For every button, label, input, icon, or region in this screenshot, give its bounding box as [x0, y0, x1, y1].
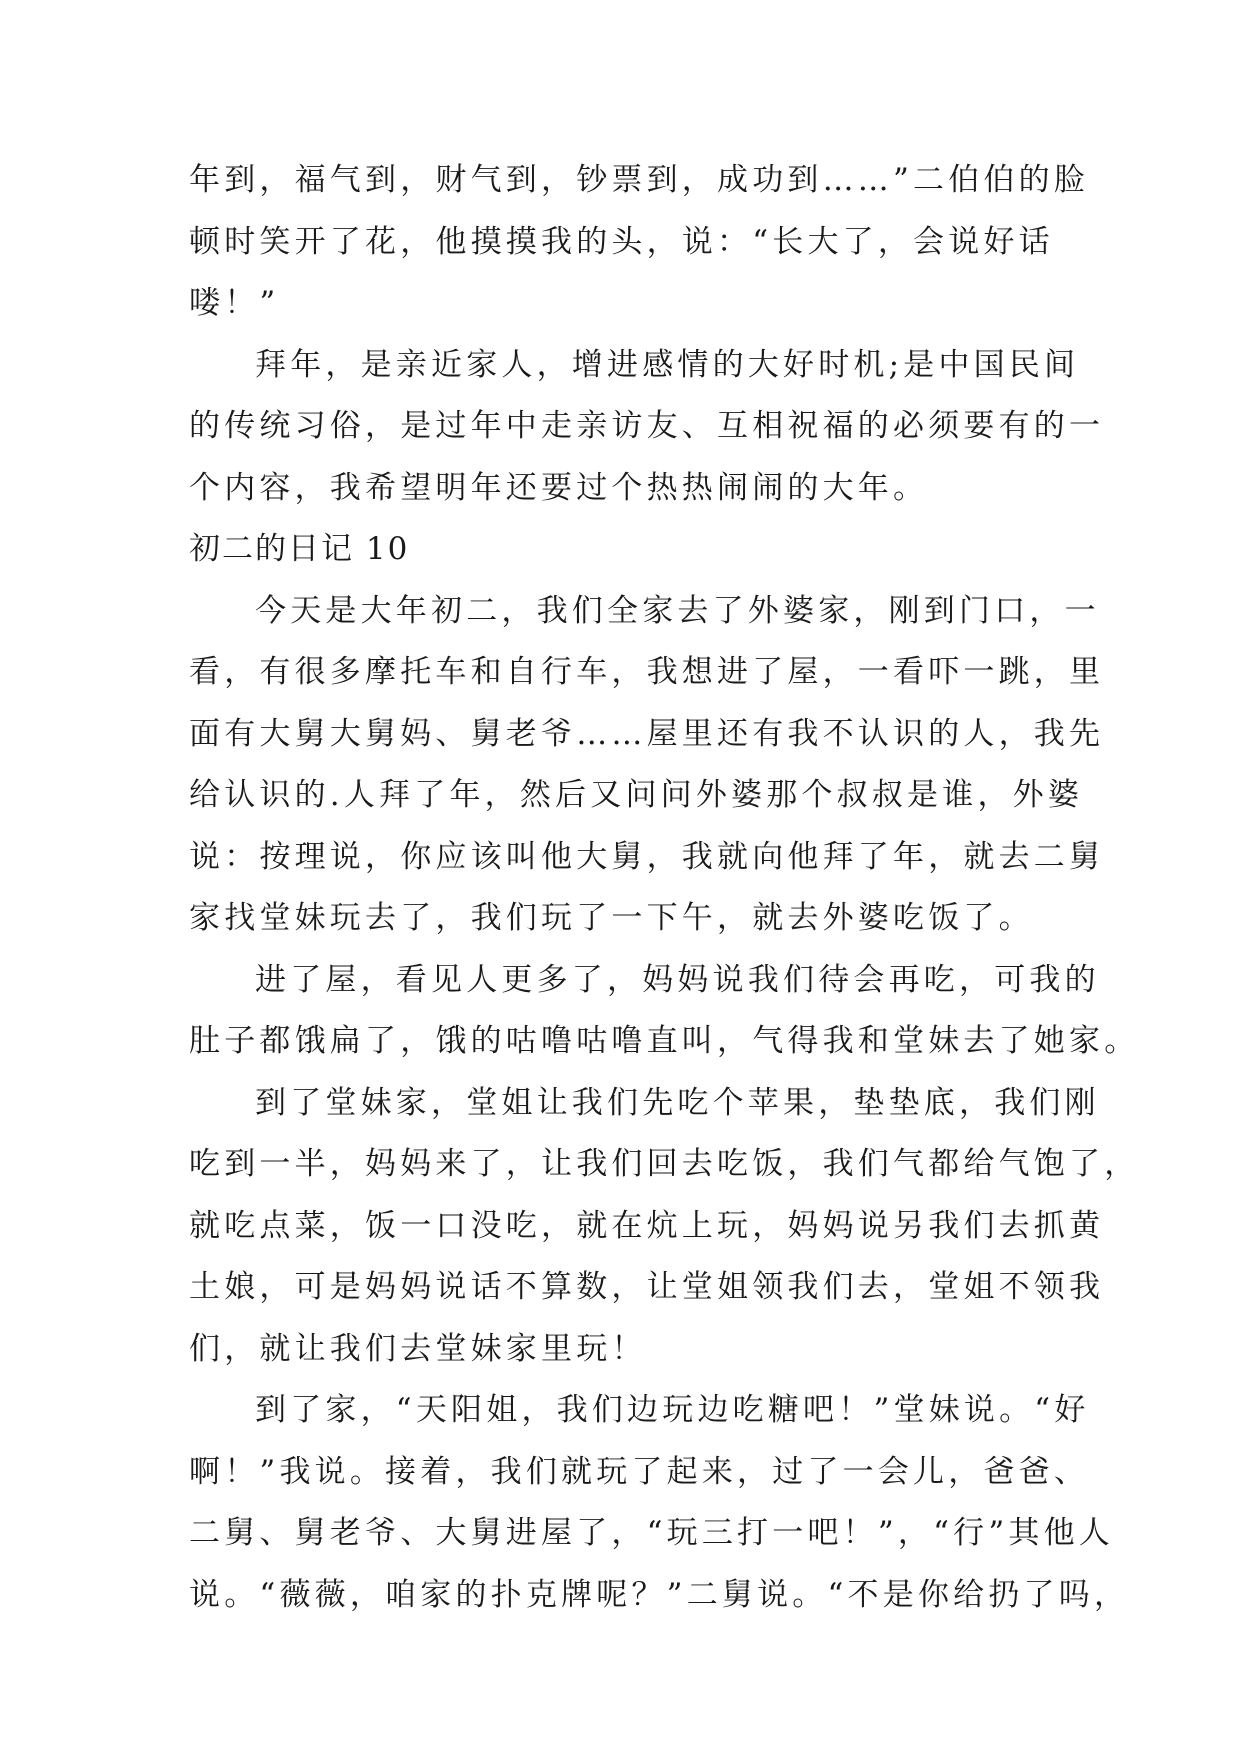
text-line: 啊！”我说。接着，我们就玩了起来，过了一会儿，爸爸、: [189, 1453, 1090, 1490]
text-line: 顿时笑开了花，他摸摸我的头，说：“长大了，会说好话: [189, 223, 1054, 260]
text-line: 喽！”: [189, 285, 280, 321]
text-line: 到了堂妹家，堂姐让我们先吃个苹果，垫垫底，我们刚: [255, 1084, 1100, 1121]
text-line: 就吃点菜，饭一口没吃，就在炕上玩，妈妈说另我们去抓黄: [189, 1207, 1105, 1244]
text-line: 个内容，我希望明年还要过个热热闹闹的大年。: [189, 469, 929, 506]
text-line: 年到，福气到，财气到，钞票到，成功到……”二伯伯的脸: [189, 162, 1090, 198]
text-line: 土娘，可是妈妈说话不算数，让堂姐领我们去，堂姐不领我: [189, 1269, 1105, 1305]
text-line: 看，有很多摩托车和自行车，我想进了屋，一看吓一跳，里: [189, 654, 1105, 690]
text-line: 到了家，“天阳姐，我们边玩边吃糖吧！”堂妹说。“好: [255, 1392, 1090, 1428]
text-line: 二舅、舅老爷、大舅进屋了，“玩三打一吧！”，“行”其他人: [189, 1515, 1114, 1551]
text-line: 说。“薇薇，咱家的扑克牌呢？”二舅说。“不是你给扔了吗，: [189, 1576, 1130, 1613]
text-line: 吃到一半，妈妈来了，让我们回去吃饭，我们气都给气饱了，: [189, 1146, 1140, 1182]
document-body: [189, 150, 1140, 1626]
text-line: 面有大舅大舅妈、舅老爷……屋里还有我不认识的人，我先: [189, 715, 1105, 752]
text-line: 进了屋，看见人更多了，妈妈说我们待会再吃，可我的: [255, 961, 1100, 998]
text-line: 肚子都饿扁了，饿的咕噜咕噜直叫，气得我和堂妹去了她家。: [189, 1023, 1140, 1059]
text-line: 家找堂妹玩去了，我们玩了一下午，就去外婆吃饭了。: [189, 900, 1034, 936]
text-line: 拜年，是亲近家人，增进感情的大好时机;是中国民间: [255, 346, 1080, 383]
text-line: 今天是大年初二，我们全家去了外婆家，刚到门口，一: [255, 592, 1100, 629]
section-heading: 初二的日记 10: [189, 531, 410, 567]
text-line: 们，就让我们去堂妹家里玩！: [189, 1330, 647, 1367]
text-line: 的传统习俗，是过年中走亲访友、互相祝福的必须要有的一: [189, 408, 1105, 444]
text-line: 给认识的.人拜了年，然后又问问外婆那个叔叔是谁，外婆: [189, 777, 1084, 813]
text-line: 说：按理说，你应该叫他大舅，我就向他拜了年，就去二舅: [189, 838, 1105, 875]
